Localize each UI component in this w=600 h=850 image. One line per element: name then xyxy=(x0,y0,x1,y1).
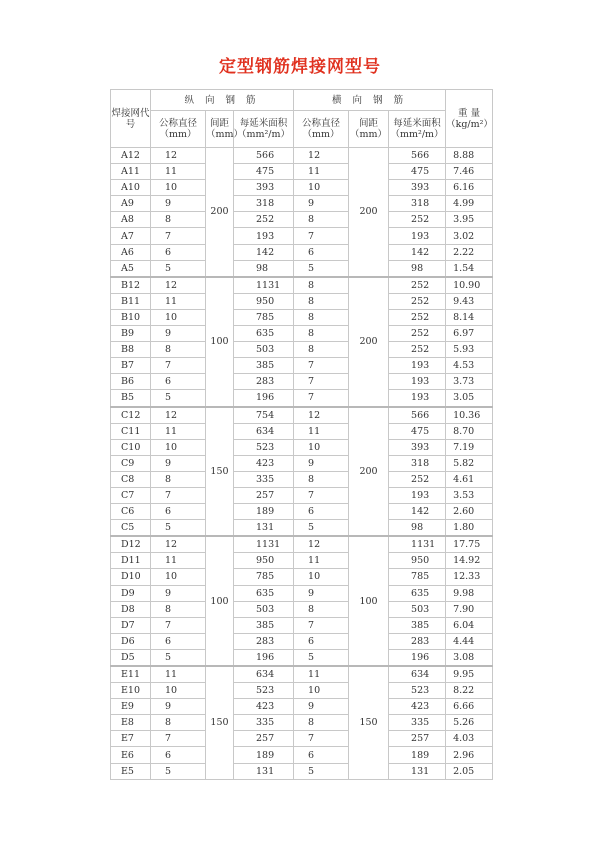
cell-l-area: 523 xyxy=(234,439,294,455)
cell-t-area: 335 xyxy=(389,715,446,731)
cell-t-area: 252 xyxy=(389,471,446,487)
table-row xyxy=(111,439,493,455)
table-row xyxy=(111,617,493,633)
cell-t-diameter: 7 xyxy=(294,731,349,747)
cell-weight: 5.26 xyxy=(446,715,493,731)
cell-t-area: 257 xyxy=(389,731,446,747)
cell-t-area: 193 xyxy=(389,390,446,407)
cell-l-area: 257 xyxy=(234,731,294,747)
header-l-diameter: 公称直径（mm） xyxy=(151,111,206,148)
cell-t-diameter: 11 xyxy=(294,553,349,569)
cell-t-area: 252 xyxy=(389,212,446,228)
cell-t-diameter: 10 xyxy=(294,180,349,196)
cell-l-diameter: 11 xyxy=(151,666,206,683)
cell-code: B10 xyxy=(111,309,151,325)
cell-l-diameter: 6 xyxy=(151,374,206,390)
cell-t-diameter: 9 xyxy=(294,699,349,715)
cell-l-area: 634 xyxy=(234,423,294,439)
cell-code: E6 xyxy=(111,747,151,763)
cell-code: B6 xyxy=(111,374,151,390)
table-row xyxy=(111,358,493,374)
cell-t-area: 1131 xyxy=(389,536,446,553)
cell-weight: 5.93 xyxy=(446,342,493,358)
table-row xyxy=(111,196,493,212)
cell-t-area: 566 xyxy=(389,407,446,424)
cell-code: D7 xyxy=(111,617,151,633)
cell-t-area: 252 xyxy=(389,293,446,309)
cell-t-diameter: 12 xyxy=(294,536,349,553)
cell-l-diameter: 11 xyxy=(151,293,206,309)
cell-l-diameter: 8 xyxy=(151,471,206,487)
cell-t-diameter: 8 xyxy=(294,293,349,309)
cell-t-spacing: 200 xyxy=(349,277,389,407)
cell-weight: 3.02 xyxy=(446,228,493,244)
cell-t-spacing: 200 xyxy=(349,407,389,537)
cell-l-diameter: 8 xyxy=(151,601,206,617)
cell-l-spacing: 200 xyxy=(206,148,234,277)
table-row xyxy=(111,407,493,424)
header-code: 焊接网代号 xyxy=(111,90,151,148)
cell-weight: 6.04 xyxy=(446,617,493,633)
cell-l-diameter: 12 xyxy=(151,277,206,294)
cell-code: A6 xyxy=(111,244,151,260)
cell-l-area: 131 xyxy=(234,520,294,537)
cell-code: E8 xyxy=(111,715,151,731)
cell-l-area: 754 xyxy=(234,407,294,424)
table-row xyxy=(111,455,493,471)
cell-t-diameter: 12 xyxy=(294,407,349,424)
cell-t-area: 193 xyxy=(389,358,446,374)
cell-t-area: 318 xyxy=(389,196,446,212)
cell-t-diameter: 7 xyxy=(294,617,349,633)
cell-l-diameter: 8 xyxy=(151,342,206,358)
cell-weight: 5.82 xyxy=(446,455,493,471)
cell-weight: 2.96 xyxy=(446,747,493,763)
cell-l-diameter: 7 xyxy=(151,617,206,633)
cell-t-area: 193 xyxy=(389,228,446,244)
cell-weight: 14.92 xyxy=(446,553,493,569)
cell-t-diameter: 5 xyxy=(294,260,349,277)
cell-weight: 12.33 xyxy=(446,569,493,585)
cell-weight: 3.73 xyxy=(446,374,493,390)
cell-l-area: 503 xyxy=(234,601,294,617)
cell-l-diameter: 7 xyxy=(151,228,206,244)
cell-code: E7 xyxy=(111,731,151,747)
cell-l-diameter: 9 xyxy=(151,326,206,342)
table-row xyxy=(111,212,493,228)
table-row xyxy=(111,536,493,553)
cell-t-spacing: 100 xyxy=(349,536,389,666)
cell-t-area: 950 xyxy=(389,553,446,569)
cell-l-diameter: 7 xyxy=(151,358,206,374)
cell-weight: 8.22 xyxy=(446,683,493,699)
cell-code: C10 xyxy=(111,439,151,455)
cell-t-area: 252 xyxy=(389,326,446,342)
cell-weight: 10.36 xyxy=(446,407,493,424)
cell-t-area: 475 xyxy=(389,164,446,180)
cell-code: D5 xyxy=(111,649,151,666)
cell-l-area: 950 xyxy=(234,293,294,309)
cell-l-diameter: 12 xyxy=(151,536,206,553)
cell-l-area: 193 xyxy=(234,228,294,244)
table-row xyxy=(111,471,493,487)
cell-t-diameter: 12 xyxy=(294,148,349,164)
cell-weight: 8.88 xyxy=(446,148,493,164)
cell-code: A11 xyxy=(111,164,151,180)
cell-weight: 4.53 xyxy=(446,358,493,374)
cell-l-diameter: 6 xyxy=(151,747,206,763)
cell-l-diameter: 10 xyxy=(151,180,206,196)
cell-t-diameter: 11 xyxy=(294,164,349,180)
header-transverse: 横 向 钢 筋 xyxy=(294,90,446,111)
cell-l-area: 318 xyxy=(234,196,294,212)
cell-code: D6 xyxy=(111,633,151,649)
cell-t-diameter: 8 xyxy=(294,277,349,294)
cell-t-area: 196 xyxy=(389,649,446,666)
cell-l-area: 523 xyxy=(234,683,294,699)
cell-l-diameter: 8 xyxy=(151,715,206,731)
cell-l-diameter: 6 xyxy=(151,244,206,260)
cell-t-diameter: 9 xyxy=(294,196,349,212)
cell-code: A8 xyxy=(111,212,151,228)
cell-t-diameter: 7 xyxy=(294,487,349,503)
cell-code: B8 xyxy=(111,342,151,358)
cell-t-diameter: 7 xyxy=(294,228,349,244)
cell-l-diameter: 9 xyxy=(151,585,206,601)
cell-l-diameter: 7 xyxy=(151,487,206,503)
table-row xyxy=(111,666,493,683)
cell-t-diameter: 8 xyxy=(294,326,349,342)
cell-l-area: 131 xyxy=(234,763,294,779)
cell-code: D11 xyxy=(111,553,151,569)
cell-t-area: 475 xyxy=(389,423,446,439)
cell-code: C6 xyxy=(111,504,151,520)
cell-code: B12 xyxy=(111,277,151,294)
header-longitudinal: 纵 向 钢 筋 xyxy=(151,90,294,111)
cell-weight: 6.66 xyxy=(446,699,493,715)
table-row xyxy=(111,520,493,537)
header-weight: 重 量（kg/m²） xyxy=(446,90,493,148)
cell-l-area: 566 xyxy=(234,148,294,164)
cell-t-area: 283 xyxy=(389,633,446,649)
cell-t-area: 142 xyxy=(389,244,446,260)
table-row xyxy=(111,747,493,763)
cell-t-area: 393 xyxy=(389,180,446,196)
table-row xyxy=(111,633,493,649)
cell-l-area: 1131 xyxy=(234,277,294,294)
cell-weight: 8.70 xyxy=(446,423,493,439)
table-row xyxy=(111,326,493,342)
cell-l-area: 257 xyxy=(234,487,294,503)
cell-t-diameter: 8 xyxy=(294,212,349,228)
table-row xyxy=(111,601,493,617)
cell-t-area: 523 xyxy=(389,683,446,699)
cell-weight: 8.14 xyxy=(446,309,493,325)
header-t-area: 每延米面积（mm²/m） xyxy=(389,111,446,148)
cell-weight: 7.46 xyxy=(446,164,493,180)
table-row xyxy=(111,569,493,585)
cell-l-diameter: 9 xyxy=(151,455,206,471)
cell-weight: 7.90 xyxy=(446,601,493,617)
cell-t-diameter: 6 xyxy=(294,747,349,763)
cell-l-area: 335 xyxy=(234,471,294,487)
cell-code: C11 xyxy=(111,423,151,439)
cell-t-diameter: 8 xyxy=(294,601,349,617)
cell-t-area: 393 xyxy=(389,439,446,455)
cell-code: C5 xyxy=(111,520,151,537)
cell-weight: 4.44 xyxy=(446,633,493,649)
cell-t-area: 635 xyxy=(389,585,446,601)
cell-l-spacing: 150 xyxy=(206,407,234,537)
table-row xyxy=(111,260,493,277)
cell-weight: 9.95 xyxy=(446,666,493,683)
cell-weight: 6.16 xyxy=(446,180,493,196)
cell-l-spacing: 100 xyxy=(206,277,234,407)
cell-l-diameter: 5 xyxy=(151,520,206,537)
cell-l-area: 189 xyxy=(234,504,294,520)
table-row xyxy=(111,683,493,699)
cell-l-diameter: 10 xyxy=(151,309,206,325)
cell-l-area: 393 xyxy=(234,180,294,196)
cell-l-diameter: 10 xyxy=(151,683,206,699)
header-l-area: 每延米面积（mm²/m） xyxy=(234,111,294,148)
cell-t-area: 193 xyxy=(389,487,446,503)
cell-code: D12 xyxy=(111,536,151,553)
cell-weight: 2.22 xyxy=(446,244,493,260)
cell-t-area: 252 xyxy=(389,309,446,325)
cell-weight: 9.98 xyxy=(446,585,493,601)
table-row xyxy=(111,487,493,503)
table-row xyxy=(111,390,493,407)
cell-weight: 4.61 xyxy=(446,471,493,487)
cell-l-area: 252 xyxy=(234,212,294,228)
cell-code: E9 xyxy=(111,699,151,715)
cell-l-area: 503 xyxy=(234,342,294,358)
cell-t-diameter: 9 xyxy=(294,455,349,471)
cell-l-diameter: 9 xyxy=(151,196,206,212)
cell-t-area: 252 xyxy=(389,342,446,358)
cell-t-diameter: 10 xyxy=(294,439,349,455)
cell-code: A5 xyxy=(111,260,151,277)
cell-t-area: 385 xyxy=(389,617,446,633)
cell-code: D8 xyxy=(111,601,151,617)
cell-l-diameter: 7 xyxy=(151,731,206,747)
header-t-spacing: 间距（mm） xyxy=(349,111,389,148)
cell-t-area: 785 xyxy=(389,569,446,585)
cell-weight: 3.05 xyxy=(446,390,493,407)
cell-code: E5 xyxy=(111,763,151,779)
cell-t-spacing: 150 xyxy=(349,666,389,779)
cell-t-diameter: 5 xyxy=(294,520,349,537)
cell-code: A9 xyxy=(111,196,151,212)
cell-l-area: 98 xyxy=(234,260,294,277)
table-row xyxy=(111,585,493,601)
cell-t-diameter: 6 xyxy=(294,633,349,649)
cell-l-diameter: 5 xyxy=(151,763,206,779)
cell-weight: 2.05 xyxy=(446,763,493,779)
cell-l-area: 385 xyxy=(234,358,294,374)
cell-l-area: 635 xyxy=(234,585,294,601)
cell-code: B7 xyxy=(111,358,151,374)
cell-l-area: 283 xyxy=(234,374,294,390)
cell-code: D9 xyxy=(111,585,151,601)
cell-code: C12 xyxy=(111,407,151,424)
cell-l-diameter: 11 xyxy=(151,164,206,180)
cell-t-area: 566 xyxy=(389,148,446,164)
table-row xyxy=(111,731,493,747)
cell-code: C7 xyxy=(111,487,151,503)
cell-l-diameter: 11 xyxy=(151,553,206,569)
cell-weight: 9.43 xyxy=(446,293,493,309)
cell-weight: 3.95 xyxy=(446,212,493,228)
cell-t-spacing: 200 xyxy=(349,148,389,277)
cell-t-diameter: 11 xyxy=(294,423,349,439)
table-row xyxy=(111,504,493,520)
cell-t-diameter: 8 xyxy=(294,309,349,325)
cell-l-diameter: 5 xyxy=(151,390,206,407)
cell-t-area: 193 xyxy=(389,374,446,390)
cell-t-area: 318 xyxy=(389,455,446,471)
cell-l-area: 950 xyxy=(234,553,294,569)
cell-t-area: 252 xyxy=(389,277,446,294)
cell-t-diameter: 10 xyxy=(294,569,349,585)
cell-t-diameter: 8 xyxy=(294,471,349,487)
table-row xyxy=(111,423,493,439)
table-row xyxy=(111,164,493,180)
table-row xyxy=(111,763,493,779)
header-t-diameter: 公称直径（mm） xyxy=(294,111,349,148)
table-body xyxy=(111,148,493,780)
page-title: 定型钢筋焊接网型号 xyxy=(219,57,381,77)
cell-t-diameter: 7 xyxy=(294,374,349,390)
cell-code: E10 xyxy=(111,683,151,699)
cell-l-area: 785 xyxy=(234,569,294,585)
cell-l-area: 423 xyxy=(234,699,294,715)
table-row xyxy=(111,180,493,196)
cell-code: A10 xyxy=(111,180,151,196)
cell-l-diameter: 8 xyxy=(151,212,206,228)
table-row xyxy=(111,293,493,309)
table-row xyxy=(111,699,493,715)
cell-l-diameter: 9 xyxy=(151,699,206,715)
cell-weight: 4.03 xyxy=(446,731,493,747)
table-row xyxy=(111,277,493,294)
cell-t-diameter: 5 xyxy=(294,763,349,779)
cell-l-diameter: 6 xyxy=(151,633,206,649)
cell-t-diameter: 10 xyxy=(294,683,349,699)
cell-t-diameter: 7 xyxy=(294,358,349,374)
cell-l-diameter: 5 xyxy=(151,260,206,277)
cell-l-diameter: 11 xyxy=(151,423,206,439)
cell-l-area: 423 xyxy=(234,455,294,471)
cell-l-area: 196 xyxy=(234,390,294,407)
cell-l-area: 335 xyxy=(234,715,294,731)
mesh-spec-table xyxy=(110,89,493,780)
cell-t-area: 503 xyxy=(389,601,446,617)
cell-l-diameter: 10 xyxy=(151,439,206,455)
cell-l-diameter: 5 xyxy=(151,649,206,666)
cell-code: C9 xyxy=(111,455,151,471)
cell-weight: 3.08 xyxy=(446,649,493,666)
cell-t-diameter: 9 xyxy=(294,585,349,601)
cell-l-diameter: 10 xyxy=(151,569,206,585)
cell-l-diameter: 6 xyxy=(151,504,206,520)
table-row xyxy=(111,309,493,325)
cell-weight: 1.80 xyxy=(446,520,493,537)
cell-l-area: 634 xyxy=(234,666,294,683)
cell-l-area: 189 xyxy=(234,747,294,763)
cell-t-diameter: 6 xyxy=(294,244,349,260)
cell-l-diameter: 12 xyxy=(151,148,206,164)
cell-code: E11 xyxy=(111,666,151,683)
cell-weight: 3.53 xyxy=(446,487,493,503)
cell-t-area: 423 xyxy=(389,699,446,715)
cell-l-spacing: 100 xyxy=(206,536,234,666)
cell-t-diameter: 7 xyxy=(294,390,349,407)
cell-l-spacing: 150 xyxy=(206,666,234,779)
cell-weight: 6.97 xyxy=(446,326,493,342)
cell-l-area: 142 xyxy=(234,244,294,260)
cell-code: A7 xyxy=(111,228,151,244)
cell-t-diameter: 6 xyxy=(294,504,349,520)
table-row xyxy=(111,228,493,244)
cell-t-area: 142 xyxy=(389,504,446,520)
header-l-spacing: 间距（mm） xyxy=(206,111,234,148)
cell-weight: 4.99 xyxy=(446,196,493,212)
cell-weight: 2.60 xyxy=(446,504,493,520)
cell-t-area: 98 xyxy=(389,260,446,277)
cell-code: B11 xyxy=(111,293,151,309)
cell-code: B9 xyxy=(111,326,151,342)
cell-t-diameter: 5 xyxy=(294,649,349,666)
cell-t-diameter: 11 xyxy=(294,666,349,683)
cell-weight: 10.90 xyxy=(446,277,493,294)
cell-t-diameter: 8 xyxy=(294,342,349,358)
table-row xyxy=(111,715,493,731)
table-row xyxy=(111,374,493,390)
cell-code: C8 xyxy=(111,471,151,487)
cell-l-area: 785 xyxy=(234,309,294,325)
cell-code: D10 xyxy=(111,569,151,585)
cell-weight: 7.19 xyxy=(446,439,493,455)
cell-t-area: 189 xyxy=(389,747,446,763)
cell-t-area: 131 xyxy=(389,763,446,779)
cell-l-diameter: 12 xyxy=(151,407,206,424)
cell-t-area: 634 xyxy=(389,666,446,683)
cell-l-area: 385 xyxy=(234,617,294,633)
table-row xyxy=(111,244,493,260)
cell-l-area: 635 xyxy=(234,326,294,342)
table-row xyxy=(111,649,493,666)
cell-l-area: 283 xyxy=(234,633,294,649)
cell-weight: 17.75 xyxy=(446,536,493,553)
cell-code: A12 xyxy=(111,148,151,164)
table-row xyxy=(111,553,493,569)
table-row xyxy=(111,342,493,358)
table-row xyxy=(111,148,493,164)
cell-l-area: 196 xyxy=(234,649,294,666)
cell-code: B5 xyxy=(111,390,151,407)
cell-weight: 1.54 xyxy=(446,260,493,277)
cell-t-diameter: 8 xyxy=(294,715,349,731)
cell-l-area: 475 xyxy=(234,164,294,180)
cell-l-area: 1131 xyxy=(234,536,294,553)
cell-t-area: 98 xyxy=(389,520,446,537)
